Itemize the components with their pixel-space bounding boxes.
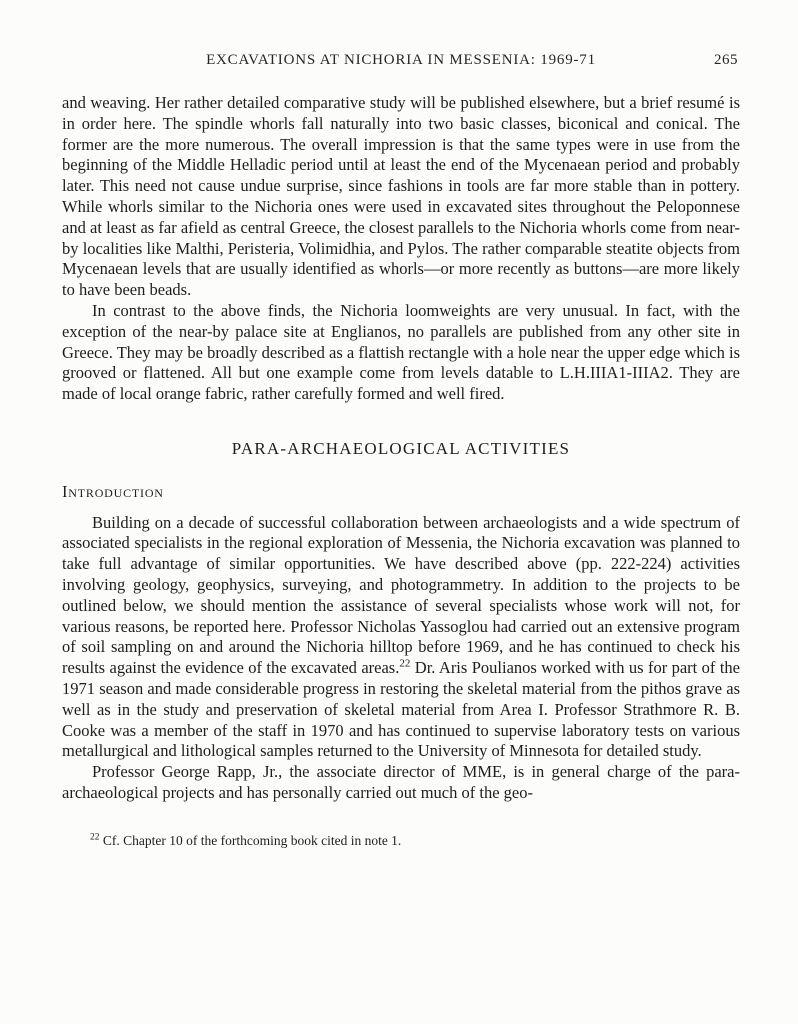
footnote-number-22: 22 [90, 832, 100, 843]
running-title: EXCAVATIONS AT NICHORIA IN MESSENIA: 1969-71 [206, 52, 596, 68]
footnote [62, 832, 740, 849]
paragraph-text-before-note: Building on a decade of successful collaboration between archaeologists and a wide spectrum of associated specialists in the regional exploration of Messenia, the Nichoria excavation was planned to take full advantage of similar opportunities. We have described above (pp. 222-224) activities involving geology, geophysics, surveying, and photogrammetry. In addition to the projects to be outlined below, we should mention the assistance of several specialists whose work will not, for various reasons, be reported here. Professor Nicholas Yassoglou had carried out an extensive program of soil sampling on and around the Nichoria hilltop before 1969, and he has continued to check his results against the evidence of the excavated areas. [62, 512, 740, 678]
paragraph-george-rapp: Professor George Rapp, Jr., the associate director of MME, is in general charge of the para-archaeological projects and has personally carried out much of the geo- [62, 762, 740, 802]
section-heading: PARA-ARCHAEOLOGICAL ACTIVITIES [231, 438, 571, 458]
footnote-text: Cf. Chapter 10 of the forthcoming book cited in note 1. [99, 832, 402, 848]
subsection-heading-introduction: Introduction [62, 481, 164, 501]
paragraph-spindle-whorls: and weaving. Her rather detailed comparative study will be published elsewhere, but a brief resumé is in order here. The spindle whorls fall naturally into two basic classes, biconical and conical. The former are the more numerous. The overall impression is that the same types were in use from the beginning of the Middle Helladic period until at least the end of the Mycenaean period and probably later. This need not cause undue surprise, since fashions in tools are far more stable than in pottery. While whorls similar to the Nichoria ones were used in excavated sites throughout the Peloponnese and at least as far afield as central Greece, the closest parallels to the Nichoria whorls come from near-by localities like Malthi, Peristeria, Volimidhia, and Pylos. The rather comparable steatite objects from Mycenaean levels that are usually identified as whorls—or more recently as buttons—are more likely to have been beads. [62, 93, 740, 300]
footnote-reference-22: 22 [399, 657, 411, 670]
page-number: 265 [714, 52, 738, 68]
page-body [62, 93, 740, 804]
paragraph-loomweights: In contrast to the above finds, the Nichoria loomweights are very unusual. In fact, with the exception of the near-by palace site at Englianos, no parallels are published from any other site in Greece. They may be broadly described as a flattish rectangle with a hole near the upper edge which is grooved or flattened. All but one example come from levels datable to L.H.IIIA1-IIIA2. They are made of local orange fabric, rather carefully formed and well fired. [62, 300, 740, 404]
paragraph-collaboration [62, 513, 740, 763]
paragraph-text-after-note: Dr. Aris Poulianos worked with us for part of the 1971 season and made considerable progress in restoring the skeletal material from the pithos grave as well as in the study and preservation of skeletal material from Area I. Professor Strathmore R. B. Cooke was a member of the staff in 1970 and has continued to supervise laboratory tests on various metallurgical and lithological samples returned to the University of Minnesota for detailed study. [62, 658, 740, 761]
page-header [62, 52, 740, 69]
